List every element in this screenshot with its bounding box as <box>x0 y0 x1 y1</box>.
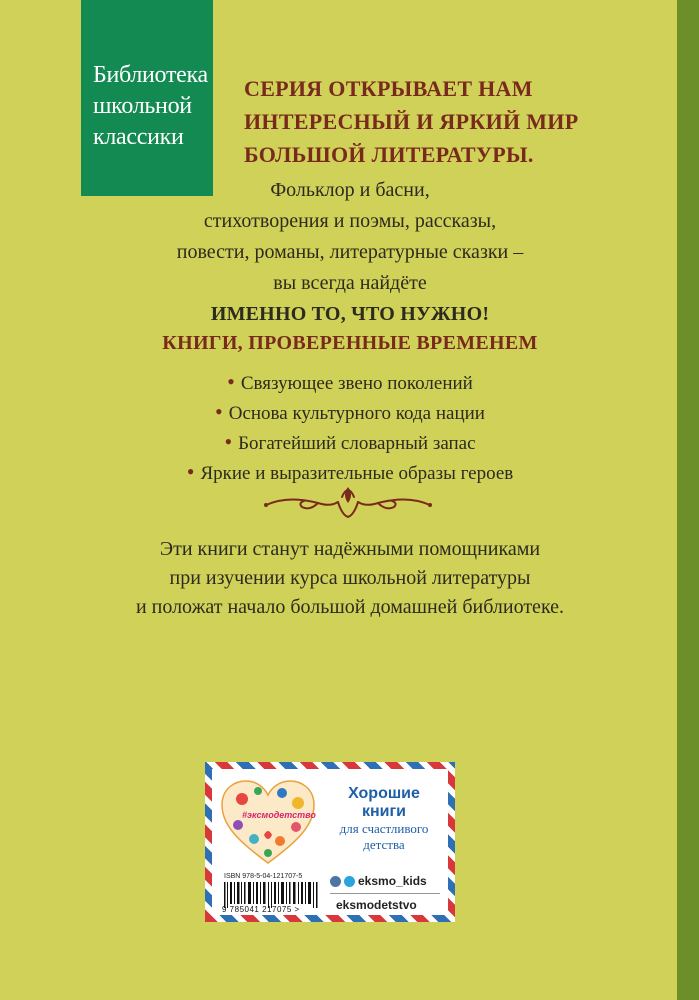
genres-paragraph <box>130 175 570 330</box>
closing-line: при изучении курса школьной литературы <box>169 567 531 589</box>
closing-line: и положат начало большой домашней библиотеке. <box>135 596 565 618</box>
list-item <box>100 397 600 427</box>
benefits-list <box>100 367 600 487</box>
genres-line: Фольклор и басни, <box>270 179 430 201</box>
isbn-label: ISBN 978-5-04-121707-5 <box>224 873 303 880</box>
heart-collage-icon <box>218 777 318 867</box>
list-item <box>100 367 600 397</box>
list-item-text: Богатейший словарный запас <box>238 433 476 454</box>
headline <box>244 72 579 171</box>
social-row <box>330 873 450 889</box>
barcode-number: 9 785041 217075 > <box>222 905 300 914</box>
social-links <box>330 873 450 912</box>
genres-line: повести, романы, литературные сказки – <box>176 241 524 263</box>
bullet-icon: • <box>186 459 195 484</box>
list-item-text: Связующее звено поколений <box>240 373 473 394</box>
series-name <box>93 60 208 153</box>
publisher-card <box>205 762 455 922</box>
section-subheading: КНИГИ, ПРОВЕРЕННЫЕ ВРЕМЕНЕМ <box>162 332 538 354</box>
closing-line: Эти книги станут надёжными помощниками <box>159 538 541 560</box>
social-handle[interactable]: eksmo_kids <box>358 874 427 888</box>
genres-emphasis: ИМЕННО ТО, ЧТО НУЖНО! <box>210 303 490 325</box>
slogan-line: для счастливого <box>339 821 429 836</box>
series-name-line: Библиотека <box>93 62 208 88</box>
slogan <box>320 785 448 853</box>
slogan-line: Хорошие <box>348 785 420 802</box>
bullet-icon: • <box>227 369 235 394</box>
slogan-line: детства <box>363 837 405 852</box>
ornament-divider-icon <box>258 481 438 523</box>
divider <box>330 893 440 894</box>
hashtag-label: #эксмодетство <box>242 810 316 820</box>
list-item-text: Яркие и выразительные образы героев <box>200 463 514 484</box>
slogan-line: книги <box>361 803 406 820</box>
headline-line: СЕРИЯ ОТКРЫВАЕТ НАМ <box>244 76 533 101</box>
series-name-line: школьной <box>93 93 192 119</box>
series-name-line: классики <box>93 124 184 150</box>
social-handle[interactable]: eksmodetstvo <box>336 898 417 912</box>
headline-line: ИНТЕРЕСНЫЙ И ЯРКИЙ МИР <box>244 109 579 134</box>
list-item-text: Основа культурного кода нации <box>228 403 485 424</box>
headline-line: БОЛЬШОЙ ЛИТЕРАТУРЫ. <box>244 142 534 167</box>
book-spine-edge <box>677 0 699 1000</box>
list-item <box>100 427 600 457</box>
bullet-icon: • <box>224 429 233 454</box>
series-badge <box>81 0 213 196</box>
telegram-icon <box>344 876 355 887</box>
genres-line: вы всегда найдёте <box>273 272 427 294</box>
genres-line: стихотворения и поэмы, рассказы, <box>203 210 497 232</box>
vk-icon <box>330 876 341 887</box>
closing-paragraph <box>90 535 610 622</box>
bullet-icon: • <box>215 399 223 424</box>
